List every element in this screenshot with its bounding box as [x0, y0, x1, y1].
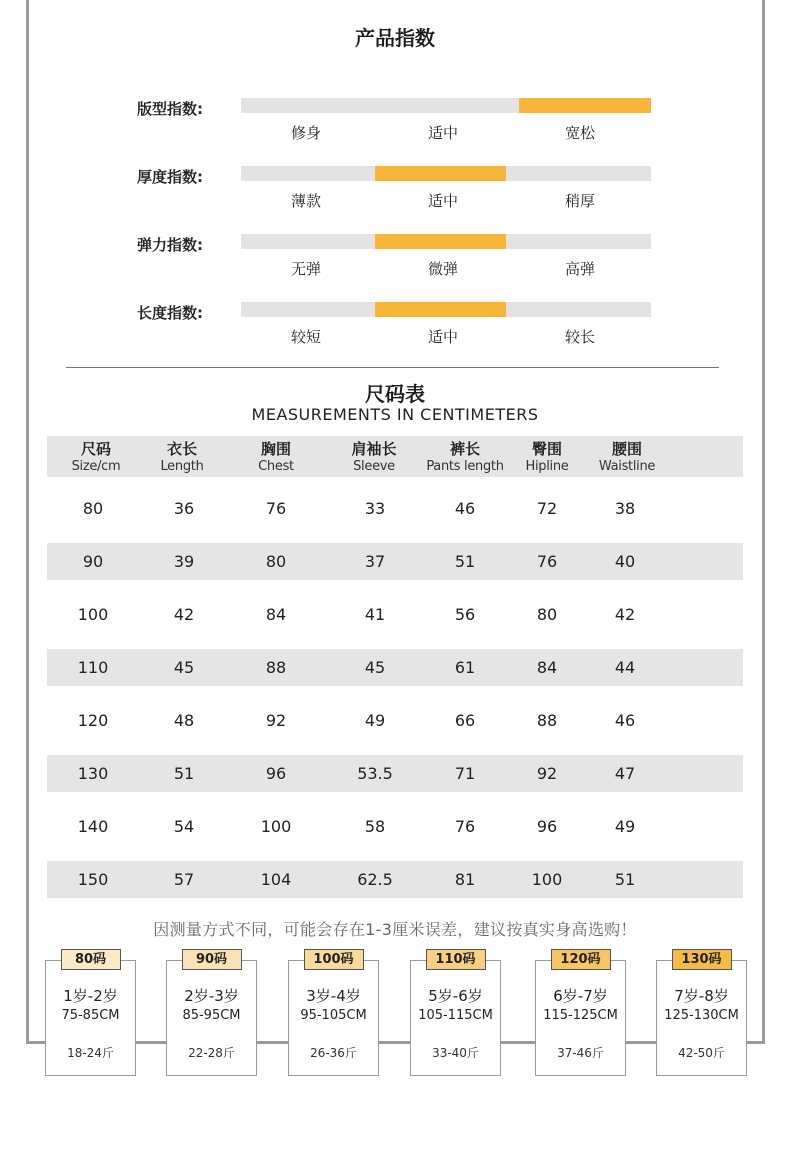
weight-range: 33-40斤 [432, 1046, 479, 1060]
index-row-length [0, 302, 790, 362]
table-cell: 88 [536, 711, 558, 730]
table-cell: 104 [260, 870, 292, 889]
header-zh: 衣长 [166, 440, 197, 458]
index-bar [241, 302, 651, 317]
header-en: Waistline [598, 459, 656, 474]
age-range: 5岁-6岁 [428, 987, 483, 1005]
table-cell: 36 [173, 499, 195, 518]
size-tag: 110码 [426, 949, 486, 970]
header-zh: 尺码 [80, 440, 111, 458]
table-cell: 33 [364, 499, 386, 518]
table-cell: 100 [260, 817, 292, 836]
index-row-elasticity [0, 234, 790, 294]
table-row [47, 490, 743, 527]
size-table-header [47, 436, 743, 477]
age-range: 2岁-3岁 [184, 987, 239, 1005]
table-row [47, 649, 743, 686]
index-segment [375, 234, 506, 249]
age-range: 3岁-4岁 [306, 987, 361, 1005]
table-cell: 39 [173, 552, 195, 571]
header-en: Length [160, 459, 204, 474]
table-cell: 90 [82, 552, 104, 571]
frame-bottom-border [26, 1041, 765, 1044]
table-cell: 61 [454, 658, 476, 677]
size-tag: 90码 [182, 949, 242, 970]
index-label: 厚度指数: [137, 168, 203, 186]
header-cell-waistline [572, 440, 682, 475]
index-segment [506, 166, 651, 181]
size-guide-card [288, 952, 379, 1076]
weight-range: 42-50斤 [678, 1046, 725, 1060]
table-cell: 51 [614, 870, 636, 889]
section-divider [66, 367, 719, 368]
index-label: 弹力指数: [137, 236, 203, 254]
header-en: Hipline [525, 459, 569, 474]
index-option: 适中 [427, 192, 458, 210]
table-cell: 100 [531, 870, 563, 889]
table-cell: 96 [265, 764, 287, 783]
index-segment [241, 98, 377, 113]
header-zh: 胸围 [260, 440, 291, 458]
index-option: 高弹 [564, 260, 595, 278]
index-option: 薄款 [290, 192, 321, 210]
table-cell: 84 [265, 605, 287, 624]
size-tag: 120码 [551, 949, 611, 970]
age-range: 7岁-8岁 [674, 987, 729, 1005]
size-guide-card [45, 952, 136, 1076]
index-option: 较长 [564, 328, 595, 346]
header-zh: 肩袖长 [351, 440, 397, 458]
size-tag: 100码 [304, 949, 364, 970]
table-row [47, 861, 743, 898]
table-cell: 84 [536, 658, 558, 677]
measurement-note: 因测量方式不同，可能会存在1-3厘米误差，建议按真实身高选购！ [153, 920, 637, 939]
index-segment [519, 98, 651, 113]
table-cell: 72 [536, 499, 558, 518]
table-cell: 88 [265, 658, 287, 677]
index-segment [241, 234, 375, 249]
weight-range: 37-46斤 [557, 1046, 604, 1060]
table-cell: 49 [614, 817, 636, 836]
table-cell: 53.5 [357, 764, 393, 783]
index-segment [506, 302, 651, 317]
index-option: 无弹 [290, 260, 321, 278]
table-row [47, 755, 743, 792]
table-cell: 41 [364, 605, 386, 624]
table-row [47, 543, 743, 580]
height-range: 75-85CM [61, 1008, 120, 1023]
table-cell: 100 [77, 605, 109, 624]
table-cell: 47 [614, 764, 636, 783]
index-segment [506, 234, 651, 249]
table-cell: 38 [614, 499, 636, 518]
size-guide-card [535, 952, 626, 1076]
table-cell: 58 [364, 817, 386, 836]
header-en: Sleeve [353, 459, 395, 474]
table-cell: 96 [536, 817, 558, 836]
size-guide-card [166, 952, 257, 1076]
height-range: 115-125CM [543, 1008, 618, 1023]
header-en: Size/cm [71, 459, 121, 474]
table-cell: 80 [265, 552, 287, 571]
header-zh: 臀围 [531, 440, 562, 458]
index-row-thickness [0, 166, 790, 226]
size-chart-subtitle: MEASUREMENTS IN CENTIMETERS [251, 405, 539, 424]
table-row [47, 702, 743, 739]
height-range: 85-95CM [182, 1008, 241, 1023]
size-guide-card [656, 952, 747, 1076]
height-range: 105-115CM [418, 1008, 493, 1023]
table-row [47, 808, 743, 845]
table-cell: 80 [82, 499, 104, 518]
table-cell: 80 [536, 605, 558, 624]
table-cell: 81 [454, 870, 476, 889]
table-cell: 40 [614, 552, 636, 571]
table-cell: 62.5 [357, 870, 393, 889]
size-chart-title: 尺码表 [365, 382, 425, 406]
table-row [47, 596, 743, 633]
size-tag: 80码 [61, 949, 121, 970]
table-cell: 37 [364, 552, 386, 571]
table-cell: 44 [614, 658, 636, 677]
index-bar [241, 166, 651, 181]
weight-range: 18-24斤 [67, 1046, 114, 1060]
index-bar [241, 98, 651, 113]
table-cell: 76 [454, 817, 476, 836]
age-range: 6岁-7岁 [553, 987, 608, 1005]
table-cell: 51 [454, 552, 476, 571]
index-row-fit [0, 98, 790, 158]
table-cell: 130 [77, 764, 109, 783]
table-cell: 54 [173, 817, 195, 836]
index-segment [377, 98, 515, 113]
height-range: 125-130CM [664, 1008, 739, 1023]
table-cell: 76 [536, 552, 558, 571]
table-cell: 51 [173, 764, 195, 783]
table-cell: 48 [173, 711, 195, 730]
age-range: 1岁-2岁 [63, 987, 118, 1005]
table-cell: 49 [364, 711, 386, 730]
index-option: 宽松 [564, 124, 595, 142]
header-en: Chest [258, 459, 294, 474]
table-cell: 140 [77, 817, 109, 836]
index-bar [241, 234, 651, 249]
table-cell: 92 [536, 764, 558, 783]
table-cell: 46 [614, 711, 636, 730]
index-option: 适中 [427, 328, 458, 346]
header-en: Pants length [426, 459, 504, 474]
weight-range: 26-36斤 [310, 1046, 357, 1060]
table-cell: 45 [173, 658, 195, 677]
index-segment [375, 166, 506, 181]
index-option: 稍厚 [564, 192, 595, 210]
header-cell-chest [221, 440, 331, 475]
table-cell: 57 [173, 870, 195, 889]
index-label: 长度指数: [137, 304, 203, 322]
index-segment [241, 302, 375, 317]
table-cell: 150 [77, 870, 109, 889]
index-option: 较短 [290, 328, 321, 346]
table-cell: 66 [454, 711, 476, 730]
index-option: 适中 [427, 124, 458, 142]
index-label: 版型指数: [137, 100, 203, 118]
table-cell: 110 [77, 658, 109, 677]
index-segment [375, 302, 506, 317]
table-cell: 42 [614, 605, 636, 624]
table-cell: 120 [77, 711, 109, 730]
table-cell: 92 [265, 711, 287, 730]
weight-range: 22-28斤 [188, 1046, 235, 1060]
index-option: 修身 [290, 124, 321, 142]
product-index-title: 产品指数 [355, 26, 435, 50]
table-cell: 45 [364, 658, 386, 677]
header-zh: 腰围 [611, 440, 642, 458]
size-tag: 130码 [672, 949, 732, 970]
table-cell: 42 [173, 605, 195, 624]
index-segment [241, 166, 375, 181]
index-option: 微弹 [427, 260, 458, 278]
size-guide-card [410, 952, 501, 1076]
header-zh: 裤长 [449, 440, 480, 458]
height-range: 95-105CM [300, 1008, 367, 1023]
table-cell: 46 [454, 499, 476, 518]
table-cell: 56 [454, 605, 476, 624]
table-cell: 71 [454, 764, 476, 783]
table-cell: 76 [265, 499, 287, 518]
